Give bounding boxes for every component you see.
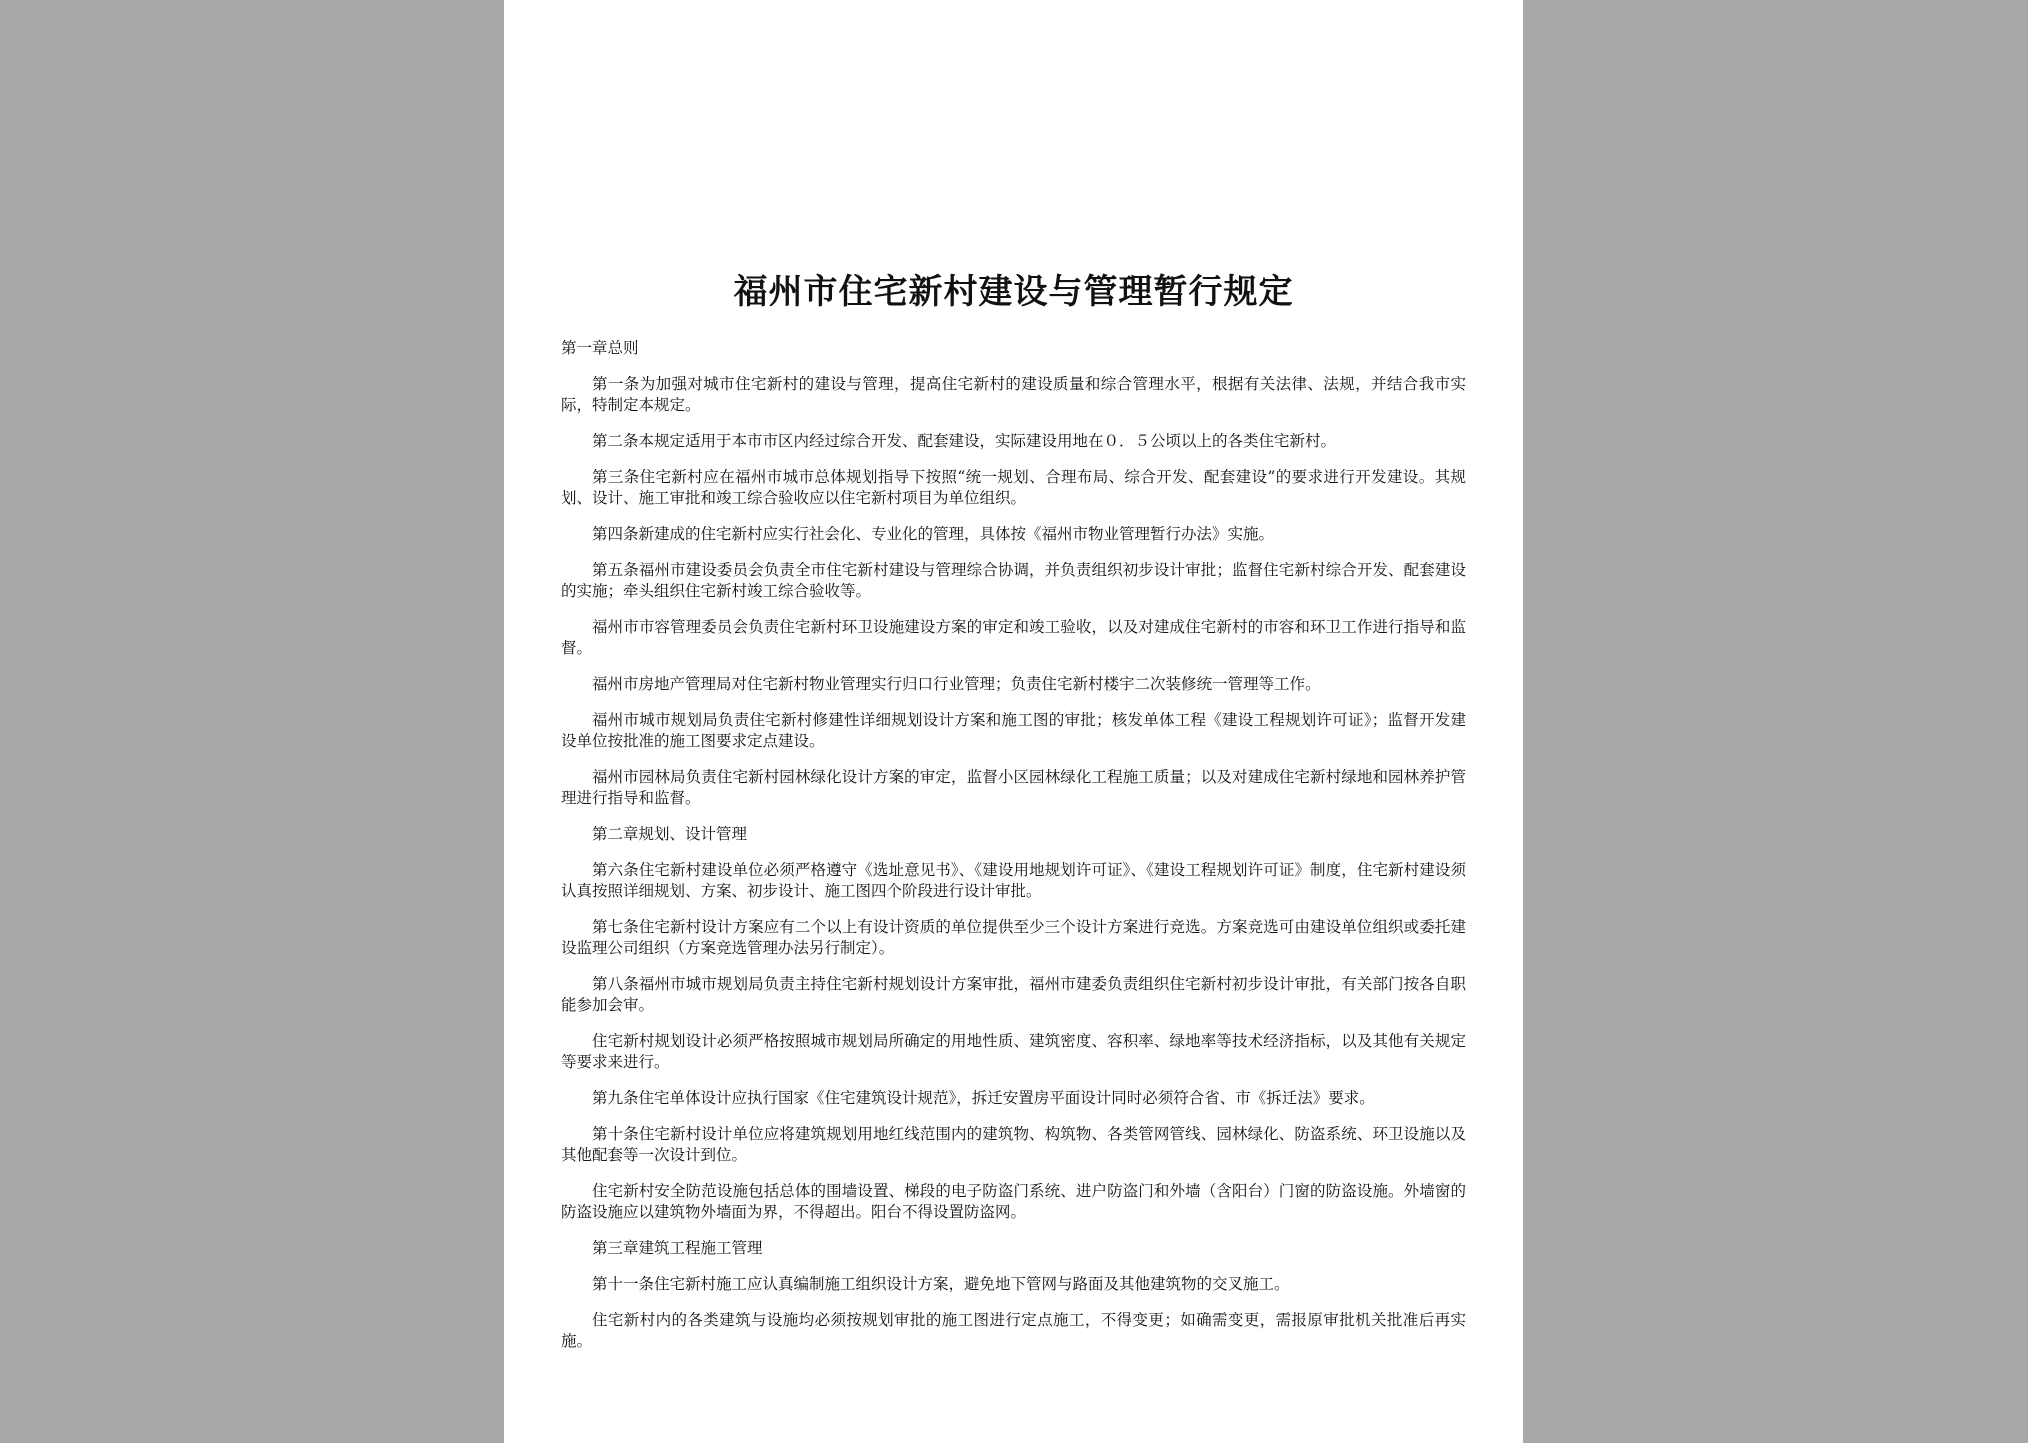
chapter-heading: 第二章规划、设计管理 — [592, 825, 748, 843]
paragraph: 住宅新村内的各类建筑与设施均必须按规划审批的施工图进行定点施工，不得变更；如确需变更，需报原审批机关批准后再实施。 — [561, 1311, 1466, 1350]
paragraph: 住宅新村安全防范设施包括总体的围墙设置、梯段的电子防盗门系统、进户防盗门和外墙（含阳台）门窗的防盗设施。外墙窗的防盗设施应以建筑物外墙面为界，不得超出。阳台不得设置防盗网。 — [561, 1182, 1466, 1221]
article-3: 第三条住宅新村应在福州市城市总体规划指导下按照“统一规划、合理布局、综合开发、配套建设”的要求进行开发建设。其规划、设计、施工审批和竣工综合验收应以住宅新村项目为单位组织。 — [561, 468, 1466, 507]
chapter-heading: 第三章建筑工程施工管理 — [592, 1239, 763, 1257]
paragraph: 福州市房地产管理局对住宅新村物业管理实行归口行业管理；负责住宅新村楼宇二次装修统一管理等工作。 — [592, 675, 1321, 693]
paragraph: 福州市园林局负责住宅新村园林绿化设计方案的审定，监督小区园林绿化工程施工质量；以及对建成住宅新村绿地和园林养护管理进行指导和监督。 — [561, 768, 1466, 807]
article-11: 第十一条住宅新村施工应认真编制施工组织设计方案，避免地下管网与路面及其他建筑物的交叉施工。 — [592, 1275, 1290, 1293]
paragraph: 住宅新村规划设计必须严格按照城市规划局所确定的用地性质、建筑密度、容积率、绿地率等技术经济指标，以及其他有关规定等要求来进行。 — [561, 1032, 1466, 1071]
article-10: 第十条住宅新村设计单位应将建筑规划用地红线范围内的建筑物、构筑物、各类管网管线、园林绿化、防盗系统、环卫设施以及其他配套等一次设计到位。 — [561, 1125, 1466, 1164]
article-1: 第一条为加强对城市住宅新村的建设与管理，提高住宅新村的建设质量和综合管理水平，根据有关法律、法规，并结合我市实际，特制定本规定。 — [561, 375, 1466, 414]
document-body — [561, 338, 1466, 1367]
document-page — [504, 0, 1523, 1443]
article-7: 第七条住宅新村设计方案应有二个以上有设计资质的单位提供至少三个设计方案进行竞选。方案竞选可由建设单位组织或委托建设监理公司组织（方案竞选管理办法另行制定）。 — [561, 918, 1466, 957]
article-5: 第五条福州市建设委员会负责全市住宅新村建设与管理综合协调，并负责组织初步设计审批；监督住宅新村综合开发、配套建设的实施；牵头组织住宅新村竣工综合验收等。 — [561, 561, 1466, 600]
chapter-heading: 第一章总则 — [561, 339, 639, 357]
article-4: 第四条新建成的住宅新村应实行社会化、专业化的管理，具体按《福州市物业管理暂行办法》实施。 — [592, 525, 1275, 543]
document-title: 福州市住宅新村建设与管理暂行规定 — [733, 272, 1294, 312]
article-8: 第八条福州市城市规划局负责主持住宅新村规划设计方案审批，福州市建委负责组织住宅新村初步设计审批，有关部门按各自职能参加会审。 — [561, 975, 1466, 1014]
paragraph: 福州市城市规划局负责住宅新村修建性详细规划设计方案和施工图的审批；核发单体工程《建设工程规划许可证》；监督开发建设单位按批准的施工图要求定点建设。 — [561, 711, 1466, 750]
article-9: 第九条住宅单体设计应执行国家《住宅建筑设计规范》，拆迁安置房平面设计同时必须符合省、市《拆迁法》要求。 — [592, 1089, 1375, 1107]
article-6: 第六条住宅新村建设单位必须严格遵守《选址意见书》、《建设用地规划许可证》、《建设工程规划许可证》制度，住宅新村建设须认真按照详细规划、方案、初步设计、施工图四个阶段进行设计审批。 — [561, 861, 1466, 900]
article-2: 第二条本规定适用于本市市区内经过综合开发、配套建设，实际建设用地在０．５公顷以上的各类住宅新村。 — [592, 432, 1337, 450]
paragraph: 福州市市容管理委员会负责住宅新村环卫设施建设方案的审定和竣工验收，以及对建成住宅新村的市容和环卫工作进行指导和监督。 — [561, 618, 1466, 657]
